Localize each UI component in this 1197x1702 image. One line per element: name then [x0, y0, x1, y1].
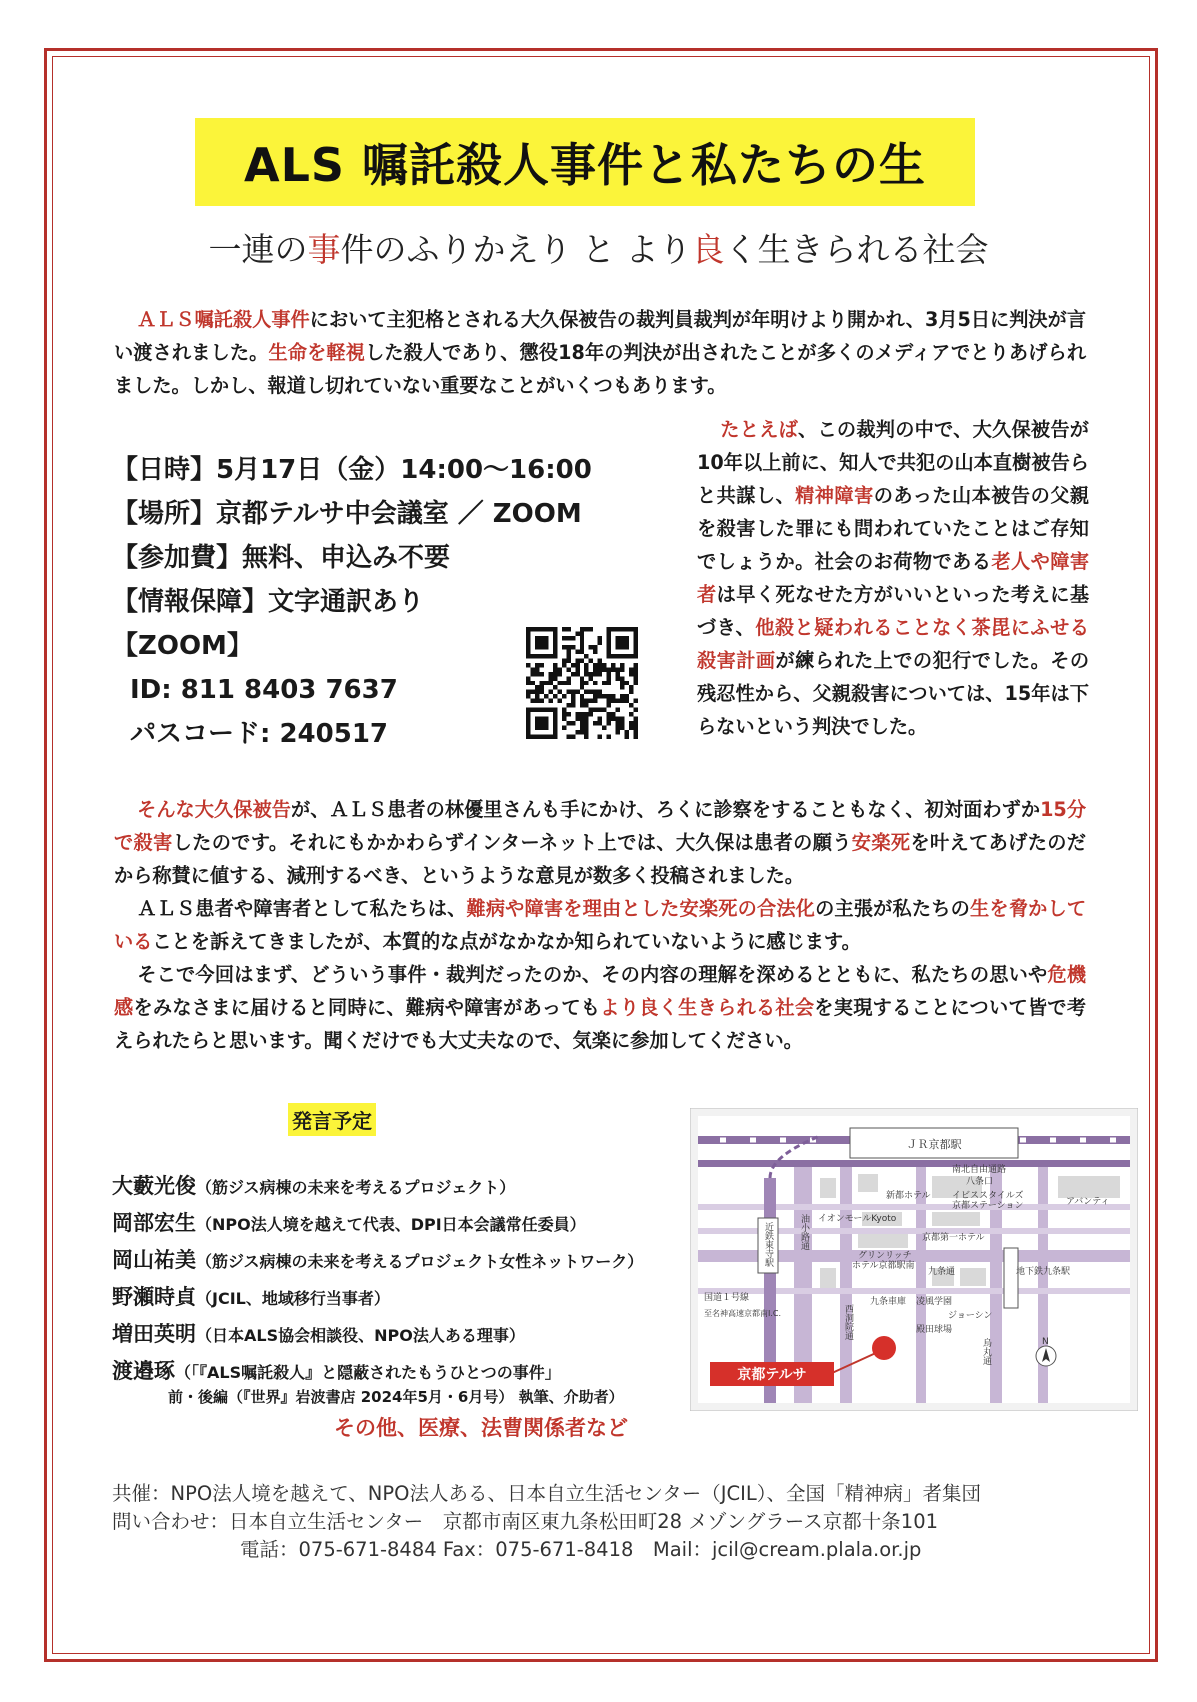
speaker-name: 岡部宏生	[112, 1211, 196, 1235]
paragraph-3	[114, 793, 1086, 892]
body-text: く生きられる社会	[724, 230, 989, 269]
map-label: アバンティ	[1066, 1197, 1110, 1207]
highlight-text: 生を脅かしている	[114, 897, 1087, 953]
body-text: ことを訴えてきましたが、本質的な点がなかなか知られていないように感じます。	[152, 930, 861, 953]
body-text: 、この裁判の中で、大久保被告が10年以上前に、知人で共犯の山本直樹被告らと共謀し、	[697, 418, 1089, 507]
detail-paragraph	[697, 413, 1089, 743]
speakers-heading: 発言予定	[288, 1103, 376, 1136]
body-paragraphs	[114, 793, 1086, 1057]
body-text: の主張が私たちの	[815, 897, 970, 920]
speaker-note: （筋ジス病棟の未来を考えるプロジェクト）	[196, 1178, 516, 1197]
highlight-text: そんな大久保被告	[137, 798, 291, 821]
speaker-name: 増田英明	[112, 1322, 196, 1346]
map-label: 八条口	[966, 1177, 994, 1187]
highlight-text: 危機感	[114, 963, 1087, 1019]
paragraph-4	[114, 892, 1086, 958]
speaker-item	[112, 1242, 672, 1279]
zoom-passcode: パスコード: 240517	[130, 719, 388, 749]
speaker-note: （「『ALS嘱託殺人』と隠蔽されたもうひとつの事件」	[175, 1363, 561, 1382]
map-label: 殿田球場	[916, 1325, 953, 1335]
map-label: ホテル京都駅南	[852, 1261, 915, 1271]
speaker-item	[112, 1168, 672, 1205]
body-text: において主犯格とされる大久保被告の裁判員裁判が年明けより開かれ、3月5日に判決が言い渡されました。	[114, 308, 1087, 364]
zoom-label: 【ZOOM】	[112, 631, 253, 661]
body-text: をみなさまに届けると同時に、難病や障害があっても	[133, 996, 601, 1019]
speaker-name: 岡山祐美	[112, 1248, 196, 1272]
speaker-note: （筋ジス病棟の未来を考えるプロジェクト女性ネットワーク）	[196, 1252, 644, 1271]
zoom-id: ID: 811 8403 7637	[130, 675, 398, 705]
map-label: 九条車庫	[870, 1297, 907, 1307]
highlight-text: ＡＬＳ嘱託殺人事件	[137, 308, 310, 331]
highlight-text: 生命を軽視	[268, 341, 366, 364]
highlight-text: 15分で殺害	[114, 798, 1087, 854]
highlight-text: 事	[307, 230, 341, 269]
body-text: のあった山本被告の父親を殺害した罪にも問われていたことはご存知でしょうか。社会のお荷物である	[697, 484, 1090, 573]
speaker-note-continued: 前・後編（『世界』岩波書店 2024年5月・6月号） 執筆、介助者）	[168, 1388, 624, 1406]
speaker-others: その他、医療、法曹関係者など	[334, 1416, 628, 1440]
map-label: 京都ステーション	[952, 1201, 1024, 1211]
map-label: 至名神高速京都南I.C.	[704, 1309, 782, 1318]
access-map	[690, 1108, 1138, 1411]
body-text: ＡＬＳ患者や障害者として私たちは、	[137, 897, 467, 920]
highlight-text: 老人や障害者	[697, 550, 1090, 606]
speaker-note: （JCIL、地域移行当事者）	[196, 1289, 390, 1308]
speaker-name: 渡邉琢	[112, 1359, 175, 1383]
highlight-text: たとえば	[720, 418, 799, 441]
map-label: 近鉄東寺駅	[763, 1222, 773, 1267]
map-label: イビススタイルズ	[952, 1191, 1024, 1201]
body-text: 件のふりかえり と より	[340, 230, 692, 269]
map-label: グリンリッチ	[858, 1251, 912, 1261]
body-text: そこで今回はまず、どういう事件・裁判だったのか、その内容の理解を深めるとともに、私たちの思いや	[137, 963, 1048, 986]
highlight-text: 難病や障害を理由とした安楽死の合法化	[466, 897, 816, 920]
intro-paragraph	[114, 303, 1086, 402]
map-label: 西洞院通	[843, 1304, 853, 1340]
highlight-text: 安楽死	[851, 831, 911, 854]
venue-marker-icon	[872, 1336, 896, 1360]
event-place: 【場所】京都テルサ中会議室 ／ ZOOM	[112, 499, 582, 529]
body-text: が練られた上での犯行でした。その残忍性から、父親殺害については、15年は下らないという判決でした。	[697, 649, 1090, 738]
map-label: ジョーシン	[948, 1311, 993, 1321]
body-text: を実現することについて皆で考えられたらと思います。聞くだけでも大丈夫なので、気楽に参加してください。	[114, 996, 1087, 1052]
map-label: N	[1042, 1337, 1049, 1347]
event-access: 【情報保障】文字通訳あり	[112, 587, 425, 617]
highlight-text: 良	[691, 230, 725, 269]
speaker-name: 野瀬時貞	[112, 1285, 196, 1309]
body-text: したのです。それにもかかわらずインターネット上では、大久保は患者の願う	[172, 831, 852, 854]
map-label: 国道１号線	[704, 1293, 750, 1303]
map-label: 京都第一ホテル	[922, 1233, 985, 1243]
body-text: した殺人であり、懲役18年の判決が出されたことが多くのメディアでとりあげられました。しかし、報道し切れていない重要なことがいくつもあります。	[114, 341, 1087, 397]
map-label: 凌風学園	[916, 1297, 953, 1307]
footer	[112, 1480, 981, 1564]
qr-code[interactable]	[526, 627, 638, 739]
map-label: 油小路通	[799, 1214, 809, 1250]
event-info	[112, 448, 592, 756]
speaker-name: 大藪光俊	[112, 1174, 196, 1198]
speaker-list	[112, 1168, 672, 1390]
page-subtitle	[0, 224, 1197, 271]
body-text: は早く死なせた方がいいといった考えに基づき、	[697, 583, 1090, 639]
map-label: イオンモールKyoto	[818, 1214, 897, 1224]
footer-phone-mail: 電話：075-671-8484 Fax：075-671-8418 Mail：jcil@cream.plala.or.jp	[240, 1538, 922, 1561]
event-fee: 【参加費】無料、申込み不要	[112, 543, 451, 573]
body-text: を叶えてあげたのだから称賛に値する、減刑するべき、というような意見が数多く投稿されました。	[114, 831, 1086, 887]
speaker-note: （日本ALS協会相談役、NPO法人ある理事）	[196, 1326, 525, 1345]
highlight-text: より良く生きられる社会	[600, 996, 815, 1019]
speaker-item	[112, 1316, 672, 1353]
highlight-text: 精神障害	[795, 484, 874, 507]
map-label: 地下鉄九条駅	[1016, 1267, 1071, 1277]
highlight-text: 他殺と疑われることなく茶毘にふせる殺害計画	[697, 616, 1089, 672]
map-label: ＪＲ京都駅	[906, 1138, 962, 1151]
speaker-item	[112, 1279, 672, 1316]
page-title: ALS 嘱託殺人事件と私たちの生	[195, 118, 975, 206]
map-venue-label: 京都テルサ	[737, 1367, 807, 1383]
map-label: 九条通	[928, 1267, 956, 1277]
speaker-item	[112, 1205, 672, 1242]
footer-contact: 問い合わせ：日本自立生活センター 京都市南区東九条松田町28 メゾングラース京都十条101	[112, 1510, 939, 1533]
map-label: 南北自由通路	[952, 1165, 1007, 1175]
paragraph-5	[114, 958, 1086, 1057]
footer-cohost: 共催：NPO法人境を越えて、NPO法人ある、日本自立生活センター（JCIL）、全国「精神病」者集団	[112, 1482, 981, 1505]
body-text: が、ＡＬＳ患者の林優里さんも手にかけ、ろくに診察をすることもなく、初対面わずか	[290, 798, 1041, 821]
speaker-item	[112, 1353, 672, 1390]
event-date: 【日時】5月17日（金）14:00〜16:00	[112, 455, 592, 485]
map-label: 新都ホテル	[886, 1191, 931, 1201]
map-label: 烏丸通	[981, 1338, 991, 1365]
body-text: 一連の	[208, 230, 308, 269]
speaker-note: （NPO法人境を越えて代表、DPI日本会議常任委員）	[196, 1215, 586, 1234]
